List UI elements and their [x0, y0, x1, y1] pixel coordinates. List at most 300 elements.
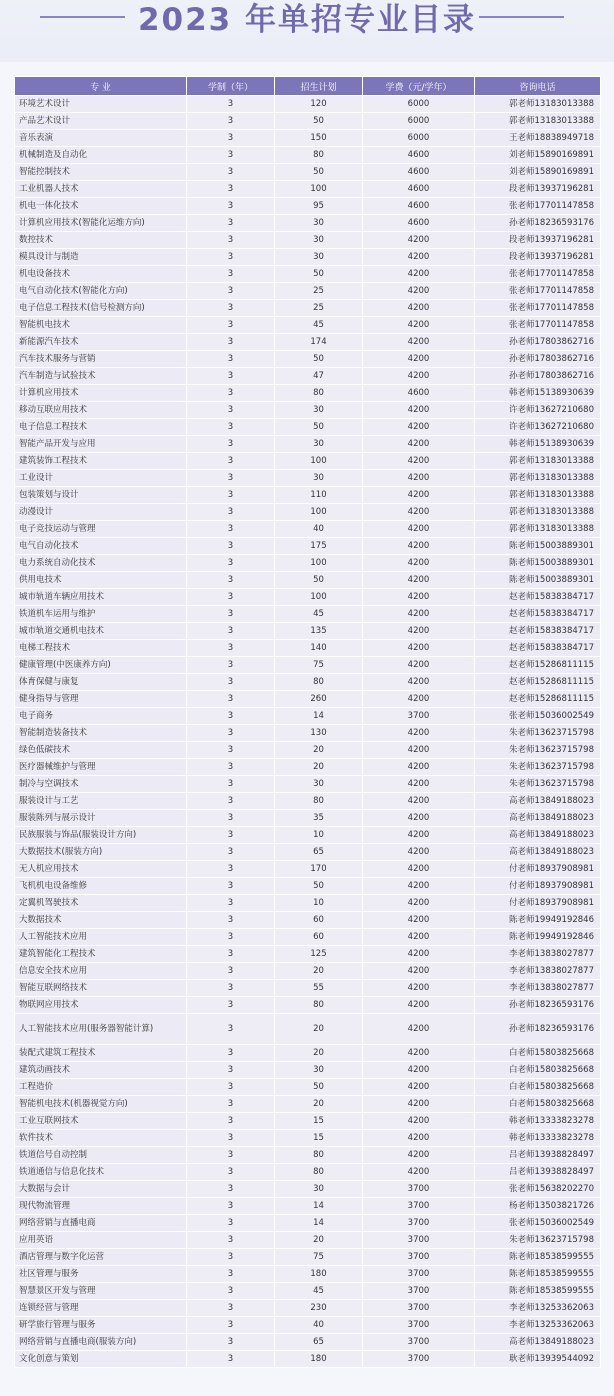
cell-contact-phone: 付老师18937908981 — [475, 878, 601, 895]
cell-enrollment-plan: 135 — [275, 623, 363, 640]
cell-major: 定翼机驾驶技术 — [15, 895, 187, 912]
cell-major: 工程造价 — [15, 1079, 187, 1096]
table-row — [15, 895, 601, 912]
cell-duration: 3 — [187, 606, 275, 623]
cell-contact-phone: 白老师15803825668 — [475, 1079, 601, 1096]
cell-major: 机电设备技术 — [15, 266, 187, 283]
cell-major: 医疗器械维护与管理 — [15, 759, 187, 776]
cell-duration: 3 — [187, 385, 275, 402]
cell-duration: 3 — [187, 1351, 275, 1368]
cell-major: 文化创意与策划 — [15, 1351, 187, 1368]
cell-major: 应用英语 — [15, 1232, 187, 1249]
table-row — [15, 181, 601, 198]
cell-duration: 3 — [187, 1181, 275, 1198]
table-row — [15, 1249, 601, 1266]
cell-enrollment-plan: 180 — [275, 1266, 363, 1283]
cell-duration: 3 — [187, 130, 275, 147]
table-row — [15, 759, 601, 776]
cell-duration: 3 — [187, 929, 275, 946]
cell-duration: 3 — [187, 827, 275, 844]
cell-contact-phone: 陈老师18538599555 — [475, 1283, 601, 1300]
cell-enrollment-plan: 95 — [275, 198, 363, 215]
cell-duration: 3 — [187, 334, 275, 351]
cell-enrollment-plan: 260 — [275, 691, 363, 708]
cell-enrollment-plan: 45 — [275, 317, 363, 334]
cell-contact-phone: 韩老师15138930639 — [475, 436, 601, 453]
cell-contact-phone: 张老师17701147858 — [475, 317, 601, 334]
table-row — [15, 1232, 601, 1249]
cell-duration: 3 — [187, 147, 275, 164]
cell-enrollment-plan: 30 — [275, 1181, 363, 1198]
cell-major: 连锁经营与管理 — [15, 1300, 187, 1317]
cell-tuition: 3700 — [363, 708, 475, 725]
table-row — [15, 997, 601, 1014]
header-duration: 学制（年） — [187, 77, 275, 96]
cell-duration: 3 — [187, 759, 275, 776]
cell-contact-phone: 孙老师17803862716 — [475, 368, 601, 385]
cell-duration: 3 — [187, 1079, 275, 1096]
cell-contact-phone: 白老师15803825668 — [475, 1096, 601, 1113]
table-row — [15, 1215, 601, 1232]
cell-enrollment-plan: 14 — [275, 708, 363, 725]
cell-major: 供用电技术 — [15, 572, 187, 589]
cell-major: 工业设计 — [15, 470, 187, 487]
cell-contact-phone: 许老师13627210680 — [475, 419, 601, 436]
cell-duration: 3 — [187, 776, 275, 793]
table-row — [15, 963, 601, 980]
cell-duration: 3 — [187, 555, 275, 572]
cell-duration: 3 — [187, 521, 275, 538]
major-catalog-table-container — [14, 76, 600, 1368]
cell-duration: 3 — [187, 215, 275, 232]
table-row — [15, 1198, 601, 1215]
cell-contact-phone: 高老师13849188023 — [475, 827, 601, 844]
cell-duration: 3 — [187, 300, 275, 317]
cell-contact-phone: 陈老师15003889301 — [475, 538, 601, 555]
header-major: 专 业 — [15, 77, 187, 96]
table-row — [15, 980, 601, 997]
cell-tuition: 4200 — [363, 640, 475, 657]
table-row — [15, 691, 601, 708]
cell-contact-phone: 张老师17701147858 — [475, 283, 601, 300]
cell-duration: 3 — [187, 487, 275, 504]
cell-tuition: 3700 — [363, 1249, 475, 1266]
table-row — [15, 1351, 601, 1368]
cell-tuition: 4200 — [363, 878, 475, 895]
table-row — [15, 385, 601, 402]
table-row — [15, 419, 601, 436]
cell-major: 物联网应用技术 — [15, 997, 187, 1014]
cell-tuition: 3700 — [363, 1334, 475, 1351]
cell-contact-phone: 刘老师15890169891 — [475, 147, 601, 164]
header-enrollment-plan: 招生计划 — [275, 77, 363, 96]
cell-duration: 3 — [187, 368, 275, 385]
cell-contact-phone: 刘老师15890169891 — [475, 164, 601, 181]
table-row — [15, 453, 601, 470]
cell-tuition: 4200 — [363, 827, 475, 844]
cell-tuition: 4200 — [363, 742, 475, 759]
major-catalog-table — [14, 76, 601, 1368]
cell-contact-phone: 郭老师13183013388 — [475, 113, 601, 130]
cell-enrollment-plan: 47 — [275, 368, 363, 385]
cell-major: 产品艺术设计 — [15, 113, 187, 130]
cell-enrollment-plan: 80 — [275, 385, 363, 402]
cell-tuition: 4200 — [363, 334, 475, 351]
cell-tuition: 4200 — [363, 300, 475, 317]
cell-major: 现代物流管理 — [15, 1198, 187, 1215]
cell-major: 数控技术 — [15, 232, 187, 249]
cell-contact-phone: 段老师13937196281 — [475, 249, 601, 266]
cell-enrollment-plan: 25 — [275, 283, 363, 300]
cell-contact-phone: 段老师13937196281 — [475, 232, 601, 249]
cell-enrollment-plan: 140 — [275, 640, 363, 657]
cell-duration: 3 — [187, 1062, 275, 1079]
cell-contact-phone: 吕老师13938828497 — [475, 1147, 601, 1164]
table-row — [15, 96, 601, 113]
cell-tuition: 4200 — [363, 538, 475, 555]
cell-enrollment-plan: 80 — [275, 793, 363, 810]
table-row — [15, 1045, 601, 1062]
cell-major: 智能互联网络技术 — [15, 980, 187, 997]
cell-duration: 3 — [187, 963, 275, 980]
cell-contact-phone: 陈老师15003889301 — [475, 572, 601, 589]
page-header — [0, 0, 614, 62]
cell-tuition: 4200 — [363, 963, 475, 980]
cell-contact-phone: 张老师15036002549 — [475, 1215, 601, 1232]
cell-enrollment-plan: 125 — [275, 946, 363, 963]
cell-tuition: 4200 — [363, 1147, 475, 1164]
cell-tuition: 3700 — [363, 1300, 475, 1317]
cell-major: 电梯工程技术 — [15, 640, 187, 657]
cell-contact-phone: 段老师13937196281 — [475, 181, 601, 198]
table-row — [15, 1096, 601, 1113]
cell-major: 体育保健与康复 — [15, 674, 187, 691]
cell-tuition: 4200 — [363, 419, 475, 436]
cell-enrollment-plan: 120 — [275, 96, 363, 113]
cell-major: 智能产品开发与应用 — [15, 436, 187, 453]
cell-contact-phone: 张老师15036002549 — [475, 708, 601, 725]
cell-contact-phone: 王老师18838949718 — [475, 130, 601, 147]
cell-contact-phone: 赵老师15838384717 — [475, 640, 601, 657]
table-row — [15, 198, 601, 215]
table-row — [15, 912, 601, 929]
table-row — [15, 776, 601, 793]
cell-duration: 3 — [187, 504, 275, 521]
cell-enrollment-plan: 30 — [275, 215, 363, 232]
table-row — [15, 827, 601, 844]
cell-tuition: 4200 — [363, 1113, 475, 1130]
cell-duration: 3 — [187, 538, 275, 555]
cell-contact-phone: 陈老师19949192846 — [475, 912, 601, 929]
cell-enrollment-plan: 25 — [275, 300, 363, 317]
cell-duration: 3 — [187, 351, 275, 368]
table-row — [15, 1266, 601, 1283]
cell-major: 智慧景区开发与管理 — [15, 1283, 187, 1300]
cell-enrollment-plan: 65 — [275, 1334, 363, 1351]
cell-duration: 3 — [187, 453, 275, 470]
cell-major: 新能源汽车技术 — [15, 334, 187, 351]
cell-tuition: 3700 — [363, 1266, 475, 1283]
cell-major: 智能控制技术 — [15, 164, 187, 181]
cell-tuition: 4200 — [363, 1062, 475, 1079]
cell-enrollment-plan: 50 — [275, 419, 363, 436]
cell-major: 民族服装与饰品(服装设计方向) — [15, 827, 187, 844]
cell-major: 绿色低碳技术 — [15, 742, 187, 759]
cell-contact-phone: 张老师17701147858 — [475, 198, 601, 215]
cell-duration: 3 — [187, 164, 275, 181]
cell-contact-phone: 白老师15803825668 — [475, 1045, 601, 1062]
cell-duration: 3 — [187, 317, 275, 334]
cell-duration: 3 — [187, 1266, 275, 1283]
cell-tuition: 4600 — [363, 181, 475, 198]
cell-major: 大数据技术 — [15, 912, 187, 929]
table-row — [15, 946, 601, 963]
table-row — [15, 1014, 601, 1045]
cell-enrollment-plan: 30 — [275, 249, 363, 266]
cell-major: 制冷与空调技术 — [15, 776, 187, 793]
cell-enrollment-plan: 130 — [275, 725, 363, 742]
cell-enrollment-plan: 65 — [275, 844, 363, 861]
table-row — [15, 266, 601, 283]
cell-enrollment-plan: 30 — [275, 436, 363, 453]
cell-contact-phone: 高老师13849188023 — [475, 1334, 601, 1351]
cell-contact-phone: 朱老师13623715798 — [475, 759, 601, 776]
table-row — [15, 640, 601, 657]
table-row — [15, 283, 601, 300]
cell-tuition: 3700 — [363, 1351, 475, 1368]
table-row — [15, 317, 601, 334]
cell-contact-phone: 赵老师15838384717 — [475, 623, 601, 640]
cell-contact-phone: 郭老师13183013388 — [475, 470, 601, 487]
cell-major: 社区管理与服务 — [15, 1266, 187, 1283]
table-row — [15, 147, 601, 164]
cell-tuition: 3700 — [363, 1198, 475, 1215]
table-row — [15, 1062, 601, 1079]
cell-enrollment-plan: 175 — [275, 538, 363, 555]
cell-contact-phone: 白老师15803825668 — [475, 1062, 601, 1079]
cell-tuition: 4200 — [363, 555, 475, 572]
table-row — [15, 844, 601, 861]
cell-duration: 3 — [187, 895, 275, 912]
table-row — [15, 555, 601, 572]
cell-major: 建筑装饰工程技术 — [15, 453, 187, 470]
cell-enrollment-plan: 30 — [275, 402, 363, 419]
cell-tuition: 3700 — [363, 1232, 475, 1249]
cell-duration: 3 — [187, 793, 275, 810]
cell-contact-phone: 张老师15638202270 — [475, 1181, 601, 1198]
cell-enrollment-plan: 45 — [275, 606, 363, 623]
cell-contact-phone: 赵老师15286811115 — [475, 657, 601, 674]
cell-major: 服装陈列与展示设计 — [15, 810, 187, 827]
cell-enrollment-plan: 50 — [275, 351, 363, 368]
cell-tuition: 4200 — [363, 946, 475, 963]
cell-duration: 3 — [187, 1249, 275, 1266]
cell-contact-phone: 吕老师13938828497 — [475, 1164, 601, 1181]
table-row — [15, 402, 601, 419]
cell-tuition: 4200 — [363, 912, 475, 929]
cell-enrollment-plan: 20 — [275, 1232, 363, 1249]
cell-contact-phone: 朱老师13623715798 — [475, 1232, 601, 1249]
cell-contact-phone: 陈老师18538599555 — [475, 1266, 601, 1283]
cell-tuition: 6000 — [363, 113, 475, 130]
cell-duration: 3 — [187, 1096, 275, 1113]
cell-tuition: 3700 — [363, 1181, 475, 1198]
cell-enrollment-plan: 150 — [275, 130, 363, 147]
cell-contact-phone: 韩老师13333823278 — [475, 1113, 601, 1130]
cell-enrollment-plan: 100 — [275, 589, 363, 606]
table-row — [15, 1283, 601, 1300]
cell-enrollment-plan: 174 — [275, 334, 363, 351]
table-row — [15, 538, 601, 555]
cell-major: 智能机电技术(机器视觉方向) — [15, 1096, 187, 1113]
cell-tuition: 3700 — [363, 1317, 475, 1334]
cell-duration: 3 — [187, 980, 275, 997]
table-row — [15, 487, 601, 504]
cell-duration: 3 — [187, 1232, 275, 1249]
cell-enrollment-plan: 55 — [275, 980, 363, 997]
cell-contact-phone: 郭老师13183013388 — [475, 487, 601, 504]
cell-duration: 3 — [187, 878, 275, 895]
cell-contact-phone: 付老师18937908981 — [475, 895, 601, 912]
cell-contact-phone: 韩老师13333823278 — [475, 1130, 601, 1147]
cell-duration: 3 — [187, 1198, 275, 1215]
cell-duration: 3 — [187, 96, 275, 113]
cell-major: 健康管理(中医康养方向) — [15, 657, 187, 674]
cell-enrollment-plan: 100 — [275, 504, 363, 521]
cell-contact-phone: 杨老师13503821726 — [475, 1198, 601, 1215]
cell-contact-phone: 孙老师18236593176 — [475, 1014, 601, 1045]
cell-enrollment-plan: 40 — [275, 1317, 363, 1334]
cell-major: 电力系统自动化技术 — [15, 555, 187, 572]
cell-tuition: 4200 — [363, 691, 475, 708]
cell-major: 服装设计与工艺 — [15, 793, 187, 810]
cell-contact-phone: 郭老师13183013388 — [475, 521, 601, 538]
cell-enrollment-plan: 30 — [275, 232, 363, 249]
cell-enrollment-plan: 60 — [275, 929, 363, 946]
cell-duration: 3 — [187, 725, 275, 742]
cell-major: 计算机应用技术(智能化运维方向) — [15, 215, 187, 232]
cell-duration: 3 — [187, 113, 275, 130]
cell-tuition: 4600 — [363, 385, 475, 402]
cell-duration: 3 — [187, 946, 275, 963]
cell-tuition: 6000 — [363, 96, 475, 113]
cell-tuition: 4200 — [363, 895, 475, 912]
cell-enrollment-plan: 100 — [275, 181, 363, 198]
cell-major: 研学旅行管理与服务 — [15, 1317, 187, 1334]
table-row — [15, 861, 601, 878]
cell-tuition: 4200 — [363, 521, 475, 538]
cell-tuition: 4200 — [363, 1014, 475, 1045]
table-row — [15, 1317, 601, 1334]
cell-contact-phone: 孙老师18236593176 — [475, 215, 601, 232]
cell-enrollment-plan: 15 — [275, 1113, 363, 1130]
cell-contact-phone: 陈老师18538599555 — [475, 1249, 601, 1266]
cell-major: 环境艺术设计 — [15, 96, 187, 113]
cell-enrollment-plan: 20 — [275, 1045, 363, 1062]
cell-contact-phone: 朱老师13623715798 — [475, 776, 601, 793]
cell-contact-phone: 孙老师17803862716 — [475, 334, 601, 351]
cell-duration: 3 — [187, 232, 275, 249]
cell-duration: 3 — [187, 1283, 275, 1300]
cell-enrollment-plan: 50 — [275, 113, 363, 130]
cell-major: 城市轨道车辆应用技术 — [15, 589, 187, 606]
cell-tuition: 4200 — [363, 810, 475, 827]
cell-tuition: 4200 — [363, 606, 475, 623]
cell-contact-phone: 高老师13849188023 — [475, 810, 601, 827]
cell-enrollment-plan: 50 — [275, 572, 363, 589]
cell-tuition: 4200 — [363, 793, 475, 810]
cell-major: 计算机应用技术 — [15, 385, 187, 402]
cell-contact-phone: 郭老师13183013388 — [475, 96, 601, 113]
cell-enrollment-plan: 30 — [275, 1062, 363, 1079]
cell-tuition: 4200 — [363, 1130, 475, 1147]
table-row — [15, 878, 601, 895]
cell-duration: 3 — [187, 1317, 275, 1334]
cell-major: 铁道通信与信息化技术 — [15, 1164, 187, 1181]
cell-major: 包装策划与设计 — [15, 487, 187, 504]
cell-enrollment-plan: 30 — [275, 470, 363, 487]
cell-tuition: 4200 — [363, 589, 475, 606]
cell-tuition: 4200 — [363, 776, 475, 793]
cell-duration: 3 — [187, 674, 275, 691]
cell-major: 铁道信号自动控制 — [15, 1147, 187, 1164]
table-row — [15, 793, 601, 810]
cell-major: 健身指导与管理 — [15, 691, 187, 708]
cell-major: 软件技术 — [15, 1130, 187, 1147]
cell-tuition: 4200 — [363, 861, 475, 878]
cell-enrollment-plan: 75 — [275, 657, 363, 674]
table-row — [15, 334, 601, 351]
cell-tuition: 3700 — [363, 1215, 475, 1232]
cell-enrollment-plan: 100 — [275, 453, 363, 470]
cell-duration: 3 — [187, 912, 275, 929]
cell-major: 电气自动化技术(智能化方向) — [15, 283, 187, 300]
table-header-row — [15, 77, 601, 96]
cell-enrollment-plan: 180 — [275, 1351, 363, 1368]
cell-contact-phone: 李老师13838027877 — [475, 963, 601, 980]
cell-duration: 3 — [187, 419, 275, 436]
cell-duration: 3 — [187, 181, 275, 198]
cell-tuition: 4200 — [363, 1045, 475, 1062]
cell-duration: 3 — [187, 402, 275, 419]
cell-enrollment-plan: 50 — [275, 164, 363, 181]
table-row — [15, 436, 601, 453]
cell-contact-phone: 许老师13627210680 — [475, 402, 601, 419]
cell-duration: 3 — [187, 844, 275, 861]
cell-duration: 3 — [187, 657, 275, 674]
cell-tuition: 4200 — [363, 980, 475, 997]
table-row — [15, 1334, 601, 1351]
cell-enrollment-plan: 20 — [275, 1014, 363, 1045]
cell-major: 汽车制造与试验技术 — [15, 368, 187, 385]
cell-tuition: 4600 — [363, 147, 475, 164]
cell-contact-phone: 韩老师15138930639 — [475, 385, 601, 402]
cell-major: 模具设计与制造 — [15, 249, 187, 266]
table-row — [15, 674, 601, 691]
cell-major: 飞机机电设备维修 — [15, 878, 187, 895]
cell-contact-phone: 郭老师13183013388 — [475, 504, 601, 521]
cell-contact-phone: 高老师13849188023 — [475, 793, 601, 810]
cell-tuition: 4200 — [363, 249, 475, 266]
table-row — [15, 725, 601, 742]
table-row — [15, 130, 601, 147]
header-contact-phone: 咨询电话 — [475, 77, 601, 96]
table-row — [15, 1079, 601, 1096]
cell-duration: 3 — [187, 1147, 275, 1164]
cell-contact-phone: 张老师17701147858 — [475, 266, 601, 283]
cell-enrollment-plan: 10 — [275, 895, 363, 912]
cell-enrollment-plan: 20 — [275, 1096, 363, 1113]
